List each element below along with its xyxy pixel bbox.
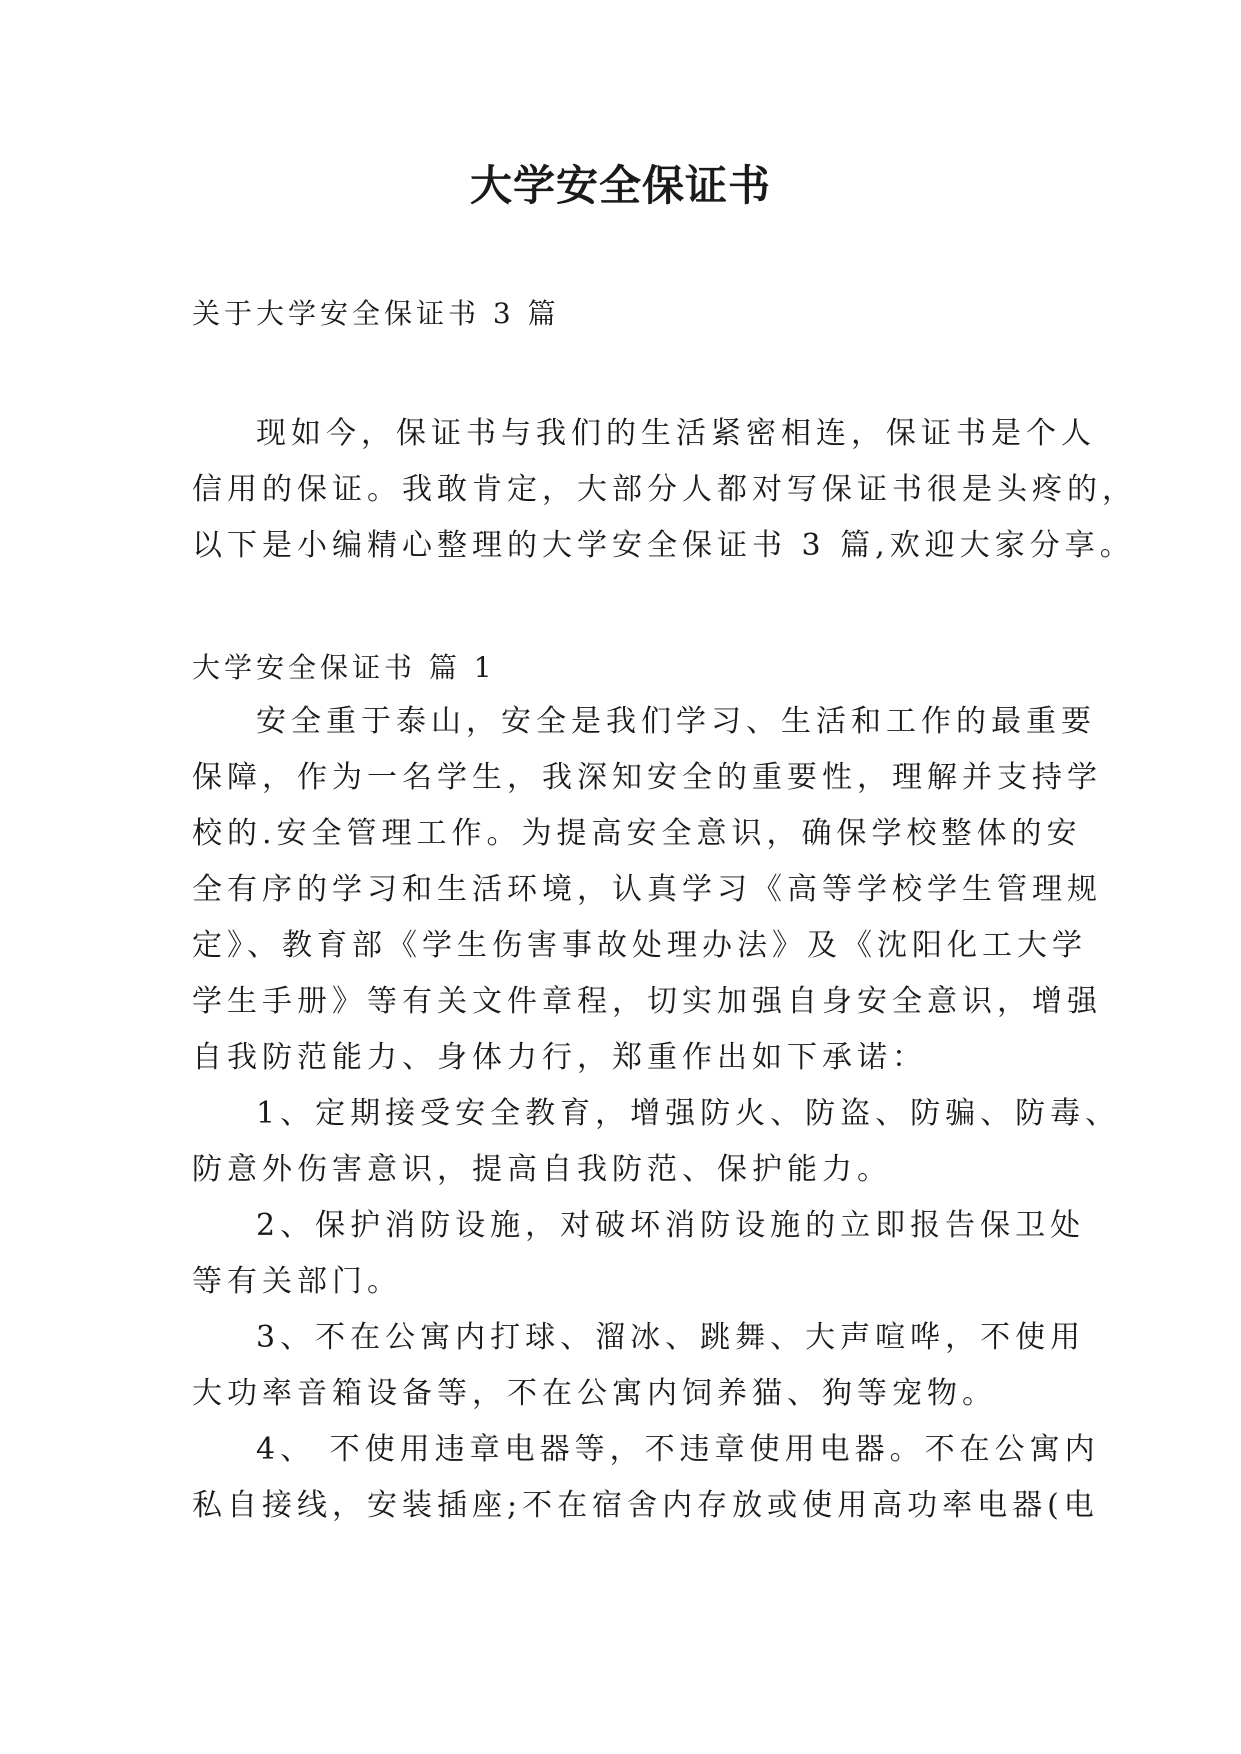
paragraph-line: 校的.安全管理工作。为提高安全意识，确保学校整体的安 [192,816,1082,851]
section-heading: 大学安全保证书 篇 1 [192,651,496,684]
paragraph-line: 安全重于泰山，安全是我们学习、生活和工作的最重要 [256,704,1096,739]
paragraph-line: 信用的保证。我敢肯定，大部分人都对写保证书很是头疼的， [192,472,1137,507]
intro-paragraph [192,406,1137,574]
list-item-line: 私自接线，安装插座;不在宿舍内存放或使用高功率电器(电 [192,1488,1099,1523]
paragraph-line: 全有序的学习和生活环境，认真学习《高等学校学生管理规 [192,872,1102,907]
list-item-line: 等有关部门。 [192,1264,402,1299]
paragraph-line: 学生手册》等有关文件章程，切实加强自身安全意识，增强 [192,984,1102,1019]
list-item-line: 2、保护消防设施，对破坏消防设施的立即报告保卫处 [256,1208,1086,1243]
list-item-line: 大功率音箱设备等，不在公寓内饲养猫、狗等宠物。 [192,1376,997,1411]
list-item-line: 1、定期接受安全教育，增强防火、防盗、防骗、防毒、 [256,1096,1121,1131]
list-item-line: 防意外伤害意识，提高自我防范、保护能力。 [192,1152,892,1187]
paragraph-line: 以下是小编精心整理的大学安全保证书 3 篇,欢迎大家分享。 [192,528,1135,563]
document-title: 大学安全保证书 [469,161,771,210]
section-body [192,694,1121,1534]
paragraph-line: 保障，作为一名学生，我深知安全的重要性，理解并支持学 [192,760,1102,795]
paragraph-line: 自我防范能力、身体力行，郑重作出如下承诺： [192,1040,927,1075]
paragraph-line: 现如今，保证书与我们的生活紧密相连，保证书是个人 [256,416,1096,451]
list-item-line: 3、不在公寓内打球、溜冰、跳舞、大声喧哗，不使用 [256,1320,1086,1355]
paragraph-line: 定》、教育部《学生伤害事故处理办法》及《沈阳化工大学 [192,928,1087,963]
document-subtitle: 关于大学安全保证书 3 篇 [192,297,560,330]
list-item-line: 4、 不使用违章电器等，不违章使用电器。不在公寓内 [256,1432,1100,1467]
